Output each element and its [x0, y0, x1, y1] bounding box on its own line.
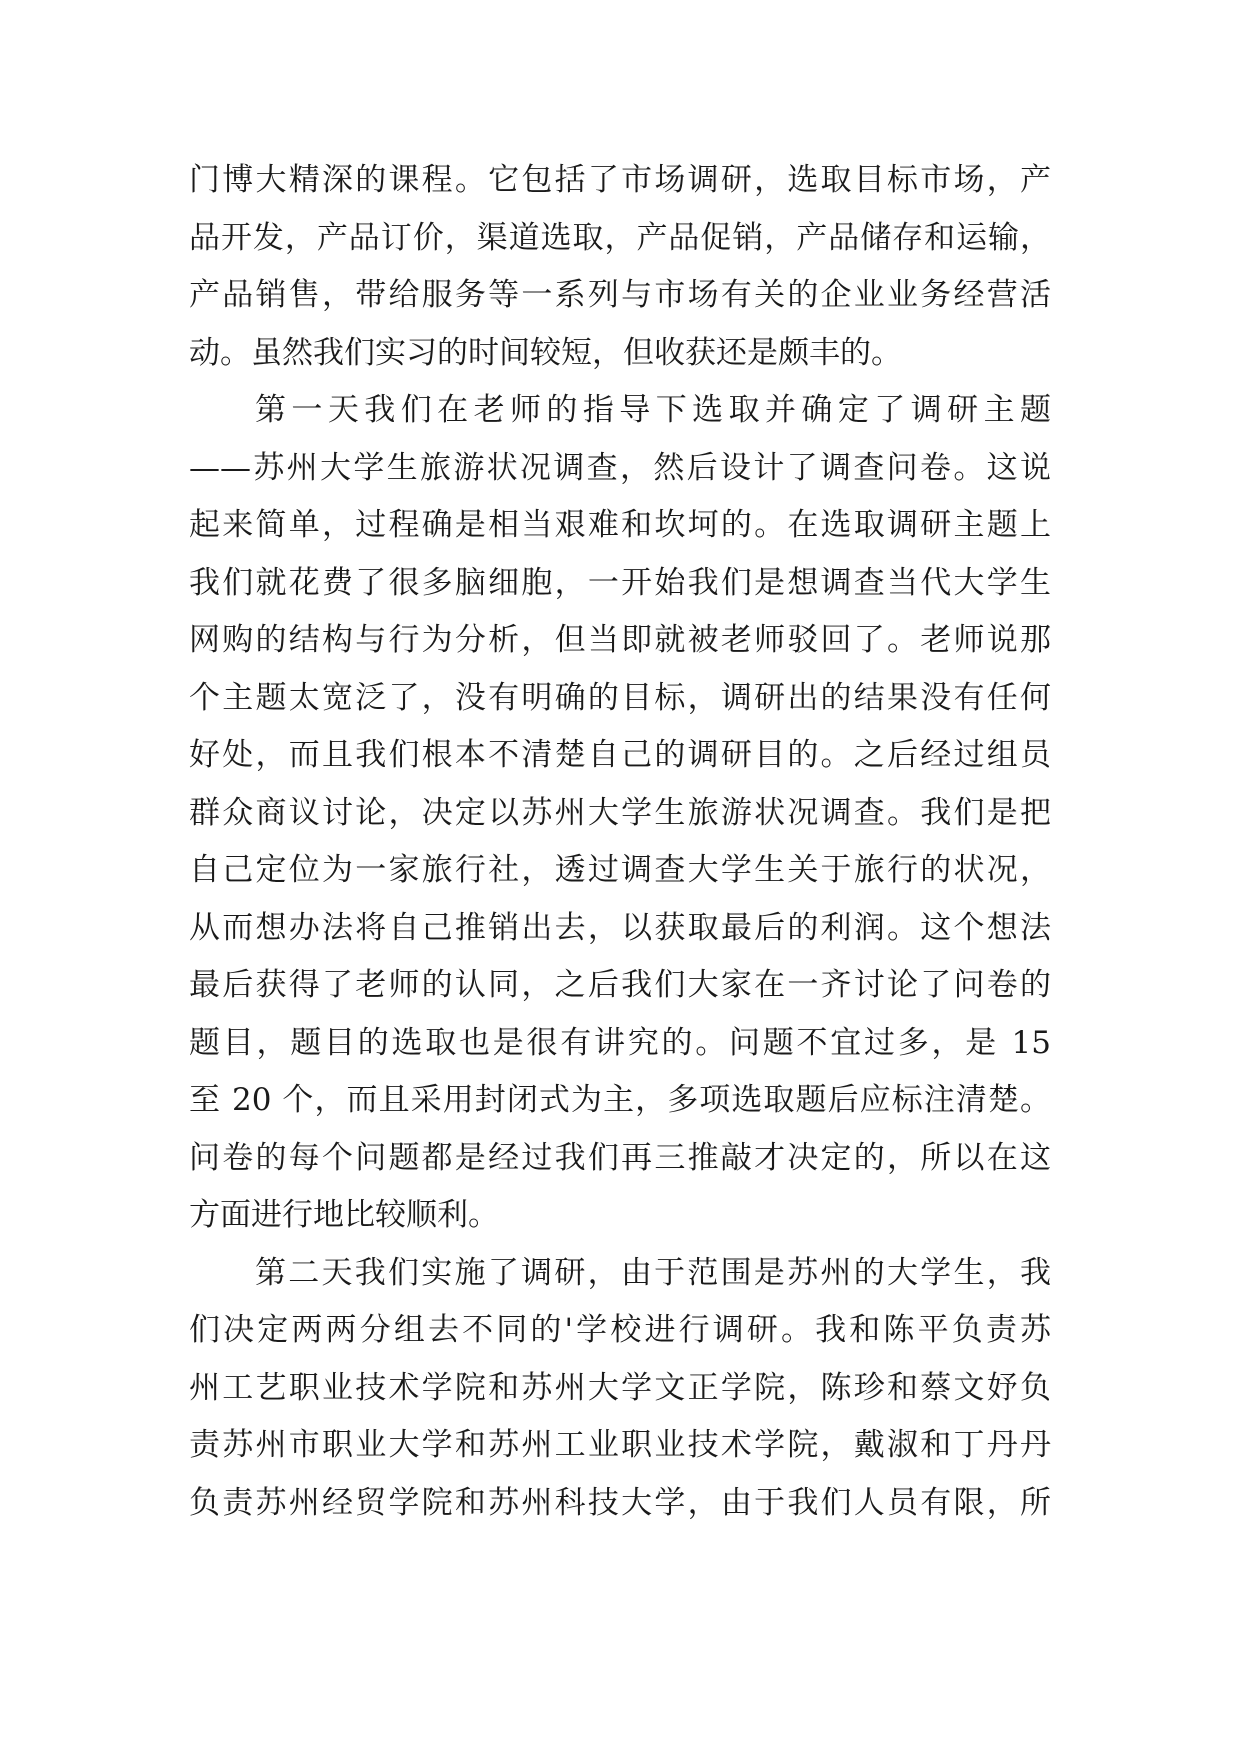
text-line: 动。虽然我们实习的时间较短，但收获还是颇丰的。	[189, 334, 902, 371]
text-line: 门博大精深的课程。它包括了市场调研，选取目标市场，产	[189, 162, 1051, 198]
text-line: 第一天我们在老师的指导下选取并确定了调研主题	[255, 392, 1051, 428]
text-line: 责苏州市职业大学和苏州工业职业技术学院，戴淑和丁丹丹	[189, 1427, 1051, 1463]
text-line: 州工艺职业技术学院和苏州大学文正学院，陈珍和蔡文妤负	[189, 1369, 1051, 1406]
text-line: 问卷的每个问题都是经过我们再三推敲才决定的，所以在这	[189, 1139, 1051, 1176]
paragraph-2	[189, 382, 1051, 1245]
text-line: 个主题太宽泛了，没有明确的目标，调研出的结果没有任何	[189, 679, 1051, 716]
paragraph-3	[189, 1245, 1051, 1533]
text-line: 方面进行地比较顺利。	[189, 1197, 499, 1233]
text-line: 题目，题目的选取也是很有讲究的。问题不宜过多，是 15	[189, 1024, 1051, 1061]
text-line: 自己定位为一家旅行社，透过调查大学生关于旅行的状况，	[189, 852, 1051, 888]
text-line: 品开发，产品订价，渠道选取，产品促销，产品储存和运输，	[189, 219, 1051, 256]
text-line: 产品销售，带给服务等一系列与市场有关的企业业务经营活	[189, 277, 1051, 313]
text-line: 我们就花费了很多脑细胞，一开始我们是想调查当代大学生	[189, 564, 1051, 601]
text-line: 至 20 个，而且采用封闭式为主，多项选取题后应标注清楚。	[189, 1082, 1051, 1118]
text-line: ——苏州大学生旅游状况调查，然后设计了调查问卷。这说	[189, 449, 1051, 486]
text-line: 从而想办法将自己推销出去，以获取最后的利润。这个想法	[189, 909, 1051, 946]
text-line: 好处，而且我们根本不清楚自己的调研目的。之后经过组员	[189, 737, 1051, 773]
text-line: 起来简单，过程确是相当艰难和坎坷的。在选取调研主题上	[189, 507, 1051, 543]
text-line: 群众商议讨论，决定以苏州大学生旅游状况调查。我们是把	[189, 794, 1051, 831]
text-line: 们决定两两分组去不同的'学校进行调研。我和陈平负责苏	[189, 1312, 1051, 1348]
text-line: 网购的结构与行为分析，但当即就被老师驳回了。老师说那	[189, 622, 1051, 658]
text-line: 第二天我们实施了调研，由于范围是苏州的大学生，我	[255, 1254, 1051, 1291]
text-line: 最后获得了老师的认同，之后我们大家在一齐讨论了问卷的	[189, 967, 1051, 1003]
paragraph-1	[189, 152, 1051, 382]
document-body	[189, 152, 1051, 1532]
text-line: 负责苏州经贸学院和苏州科技大学，由于我们人员有限，所	[189, 1484, 1051, 1521]
